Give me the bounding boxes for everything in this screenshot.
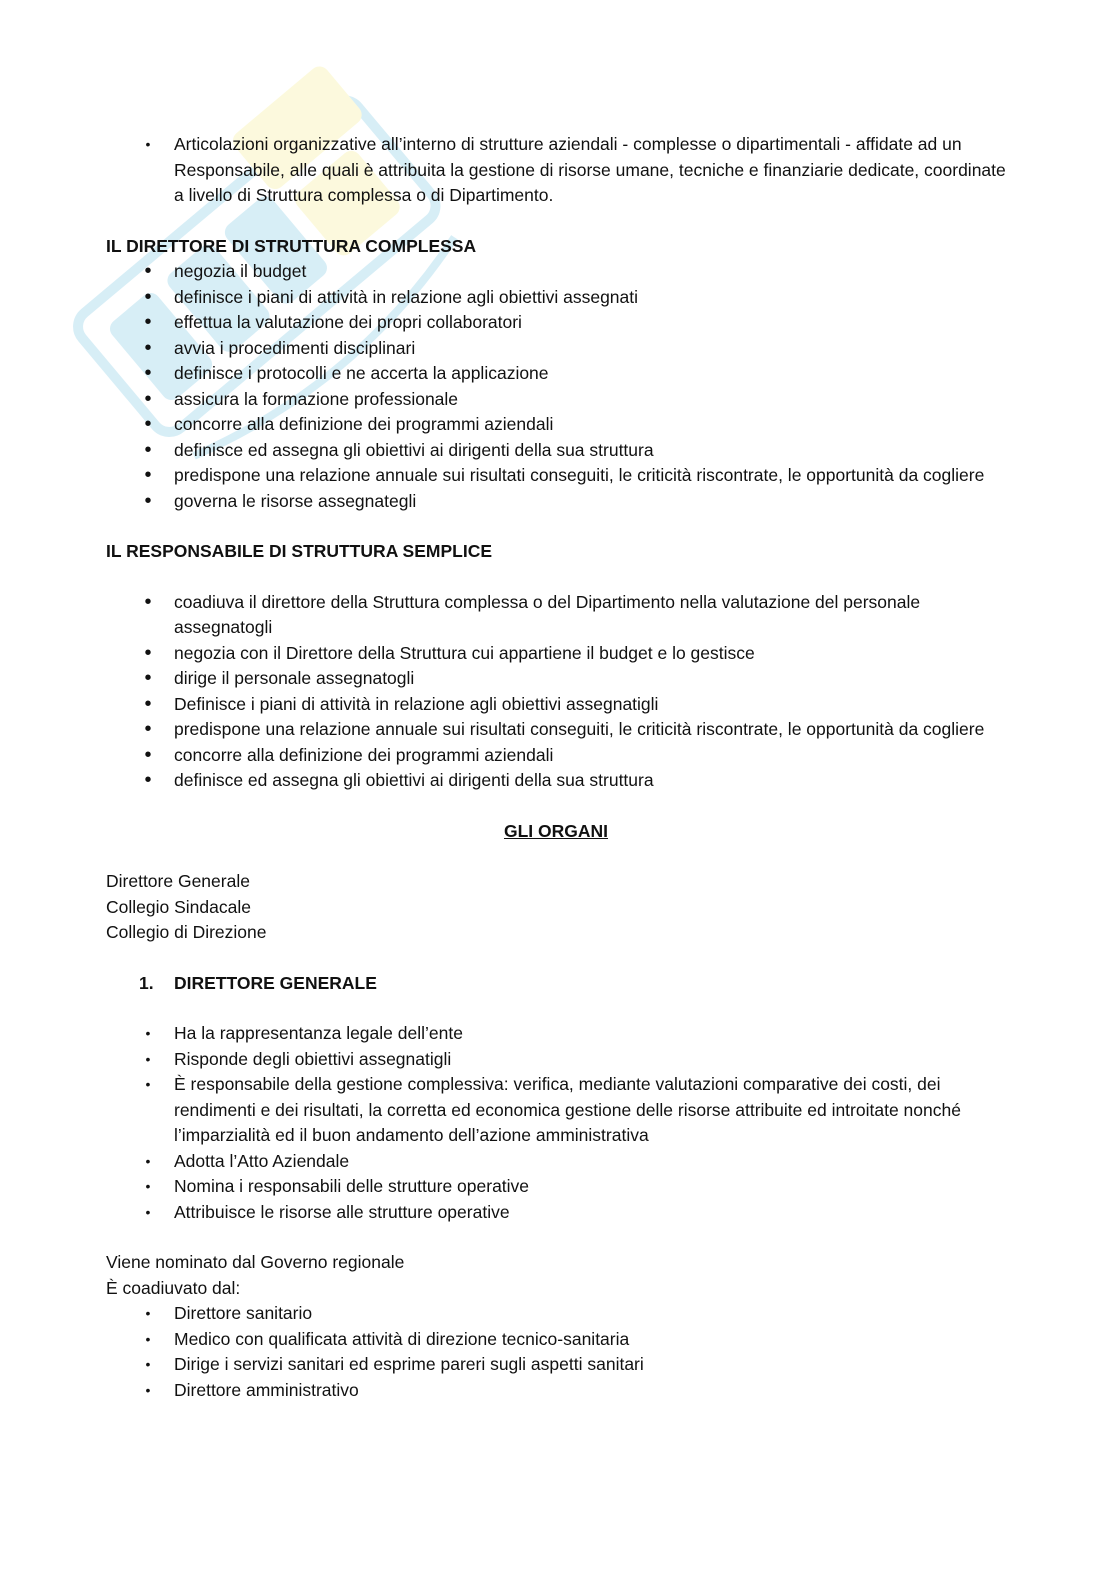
bullet-icon: • [144,362,152,384]
bullet-icon: • [145,1356,151,1372]
bullet-icon: • [144,743,152,766]
bullet-icon: • [144,769,152,791]
coadiuvato-line: È coadiuvato dal: [106,1277,241,1298]
list-item: • definisce i protocolli e ne accerta la applicazione [106,361,1006,387]
bullet-icon: • [144,692,152,715]
list-item: • concorre alla definizione dei programmi aziendali [106,412,1006,438]
bullet-icon: • [144,285,152,308]
intro-list [106,132,1006,209]
bullet-icon: • [144,667,152,689]
bullet-icon: • [144,311,152,333]
list-item: • avvia i procedimenti disciplinari [106,336,1006,362]
bullet-icon: • [145,1381,151,1398]
direttore-struttura-complessa-list [106,259,1006,514]
list-item: • È responsabile della gestione complessiva: verifica, mediante valutazioni comparative dei costi, dei rendimenti e dei risultati, la corretta ed economica gestione delle risorse attribuite ed introitate nonché l’imparzialità ed il buon andamento dell’azione amministrativa [106,1072,1006,1149]
bullet-icon: • [144,387,152,410]
list-item: • Direttore sanitario [106,1301,1006,1327]
heading-text: DIRETTORE GENERALE [174,972,377,993]
list-item: • dirige il personale assegnatogli [106,666,1006,692]
list-item: • negozia il budget [106,259,1006,285]
organo-line: Collegio di Direzione [106,922,267,942]
bullet-icon: • [144,413,152,435]
list-item: • definisce ed assegna gli obiettivi ai dirigenti della sua struttura [106,438,1006,464]
bullet-icon: • [145,1025,151,1041]
list-item: • Risponde degli obiettivi assegnatigli [106,1047,1006,1073]
list-item: • predispone una relazione annuale sui risultati conseguiti, le criticità riscontrate, le opportunità da cogliere [106,717,1006,743]
bullet-icon: • [145,1203,151,1220]
organo-line: Direttore Generale [106,871,250,891]
bullet-icon: • [144,438,152,461]
bullet-icon: • [144,489,152,512]
bullet-icon: • [144,336,152,359]
list-item: • negozia con il Direttore della Struttura cui appartiene il budget e lo gestisce [106,641,1006,667]
list-item: • definisce i piani di attività in relazione agli obiettivi assegnati [106,285,1006,311]
numbered-heading-direttore-generale [106,971,1006,997]
bullet-icon: • [145,136,151,152]
section-heading-responsabile-struttura-semplice: IL RESPONSABILE DI STRUTTURA SEMPLICE [106,541,492,561]
bullet-icon: • [145,1305,151,1321]
bullet-icon: • [145,1330,151,1347]
list-item: • governa le risorse assegnategli [106,489,1006,515]
bullet-icon: • [145,1076,151,1092]
list-item: • assicura la formazione professionale [106,387,1006,413]
document-page [106,132,1006,1403]
direttore-generale-list [106,1021,1006,1225]
bullet-icon: • [145,1152,151,1169]
heading-number: 1. [139,972,154,993]
nomina-line: Viene nominato dal Governo regionale [106,1252,405,1272]
list-item: • coadiuva il direttore della Struttura complessa o del Dipartimento nella valutazione del personale assegnatogli [106,590,1006,641]
coadiuvato-list [106,1301,1006,1403]
list-item: • Dirige i servizi sanitari ed esprime pareri sugli aspetti sanitari [106,1352,1006,1378]
list-item: • predispone una relazione annuale sui risultati conseguiti, le criticità riscontrate, le opportunità da cogliere [106,463,1006,489]
list-item: • Definisce i piani di attività in relazione agli obiettivi assegnatigli [106,692,1006,718]
bullet-icon: • [145,1050,151,1067]
responsabile-struttura-semplice-list [106,590,1006,794]
list-item: • Medico con qualificata attività di direzione tecnico-sanitaria [106,1327,1006,1353]
list-item: • definisce ed assegna gli obiettivi ai dirigenti della sua struttura [106,768,1006,794]
list-item: • concorre alla definizione dei programmi aziendali [106,743,1006,769]
list-item: • Attribuisce le risorse alle strutture operative [106,1200,1006,1226]
organo-line: Collegio Sindacale [106,896,251,917]
section-heading-direttore-struttura-complessa: IL DIRETTORE DI STRUTTURA COMPLESSA [106,235,477,256]
bullet-icon: • [144,260,152,282]
bullet-icon: • [145,1178,151,1194]
organi-title: GLI ORGANI [503,820,609,841]
list-item: • Adotta l’Atto Aziendale [106,1149,1006,1175]
bullet-icon: • [144,590,152,613]
bullet-icon: • [144,464,152,486]
list-item: • effettua la valutazione dei propri collaboratori [106,310,1006,336]
list-item: • Direttore amministrativo [106,1378,1006,1404]
list-item: • Ha la rappresentanza legale dell’ente [106,1021,1006,1047]
bullet-icon: • [144,718,152,740]
list-item: • Articolazioni organizzative all’interno di strutture aziendali - complesse o dipartimentali - affidate ad un Responsabile, alle quali è attribuita la gestione di risorse umane, tecniche e finanziarie dedicate, coordinate a livello di Struttura complessa o di Dipartimento. [106,132,1006,209]
bullet-icon: • [144,641,152,664]
list-item: • Nomina i responsabili delle strutture operative [106,1174,1006,1200]
